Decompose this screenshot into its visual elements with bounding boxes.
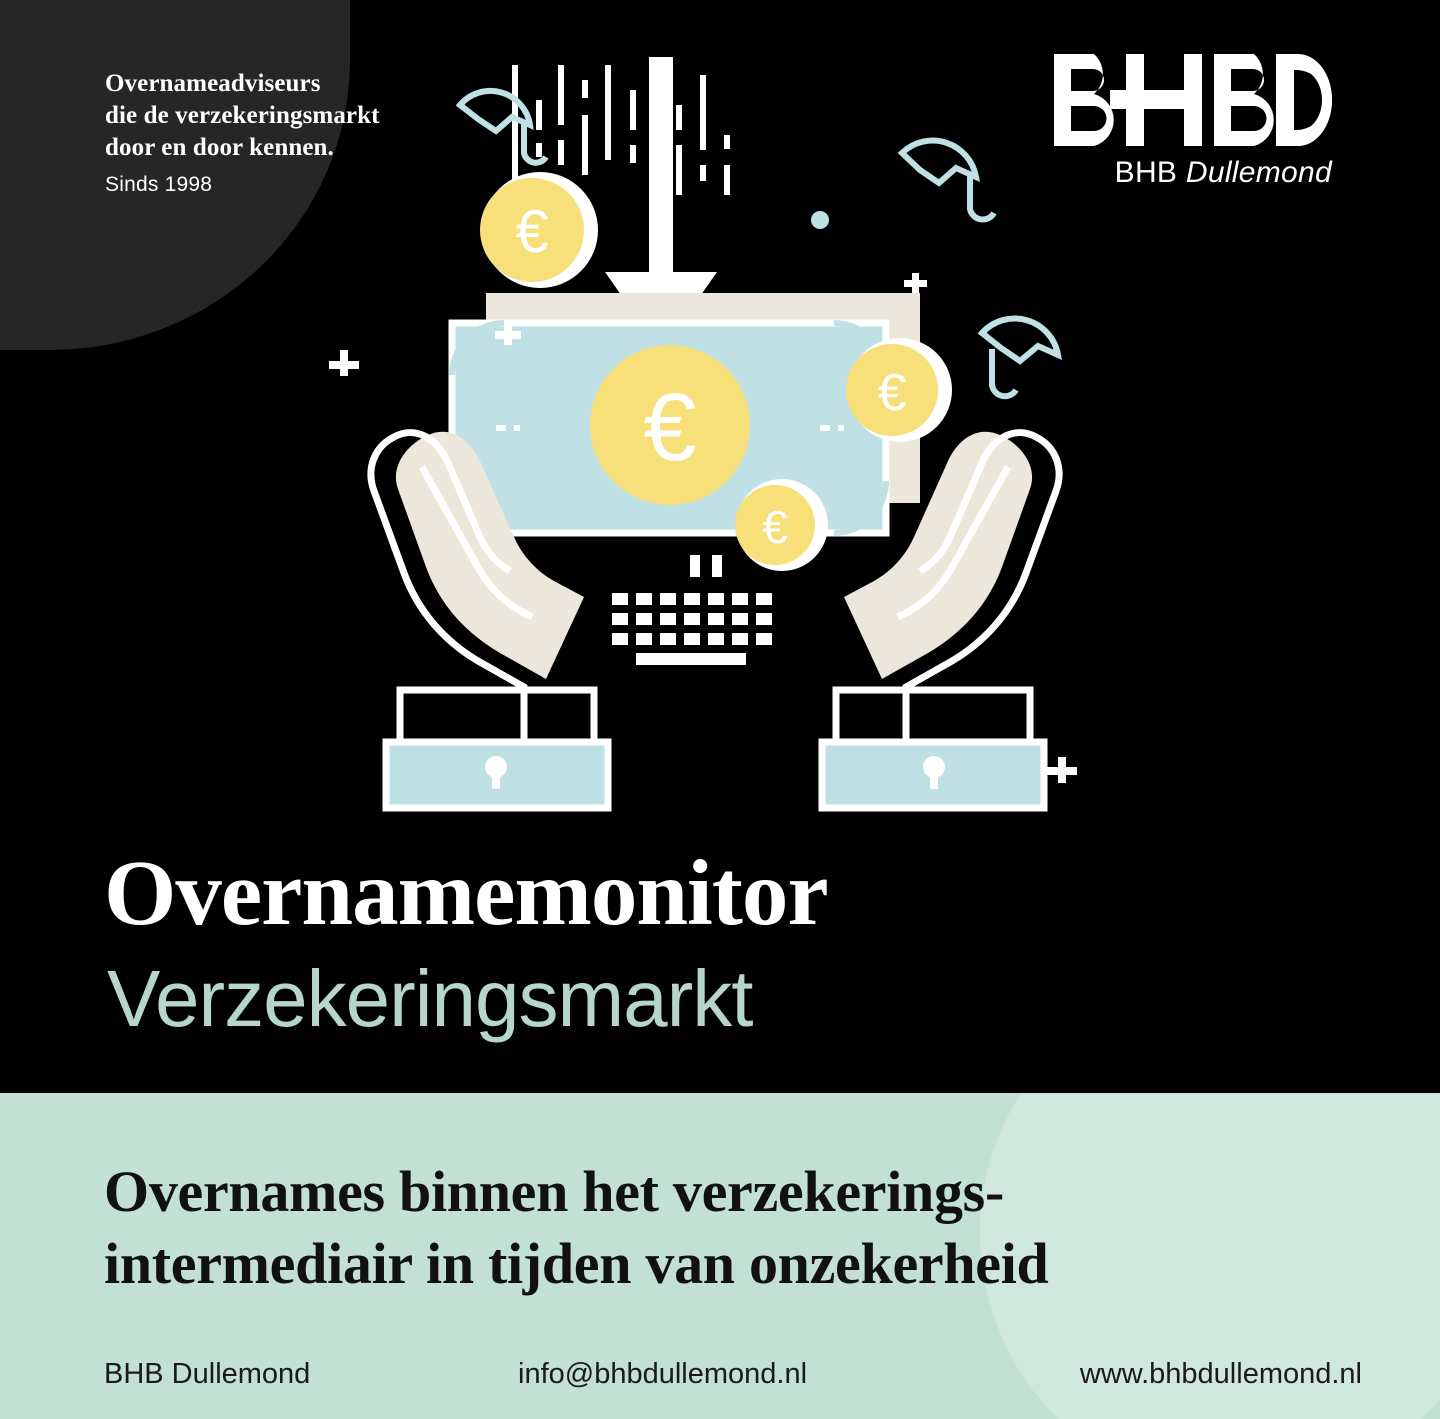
- umbrella-icon: [460, 91, 546, 163]
- svg-text:€: €: [877, 364, 907, 422]
- panel-headline-line-2: intermediair in tijden van onzekerheid: [104, 1231, 1049, 1296]
- tagline-line-2: die de verzekeringsmarkt: [105, 102, 380, 129]
- svg-text:€: €: [762, 501, 788, 553]
- panel-headline: [104, 1156, 1304, 1300]
- page-subtitle: Verzekeringsmarkt: [107, 954, 753, 1043]
- svg-text:€: €: [515, 198, 549, 265]
- hero-illustration: [300, 45, 1150, 835]
- footer-website[interactable]: www.bhbdullemond.nl: [1079, 1358, 1362, 1390]
- footer-email[interactable]: info@bhbdullemond.nl: [518, 1358, 808, 1390]
- tagline-line-3: door en door kennen.: [105, 134, 334, 161]
- hands-catching-money-icon: [300, 45, 1150, 835]
- svg-text:€: €: [643, 374, 697, 481]
- bottom-panel: [0, 1093, 1440, 1419]
- keyboard-icon: [612, 555, 772, 665]
- tagline-line-1: Overnameadviseurs: [105, 70, 321, 97]
- panel-headline-line-1: Overnames binnen het verzekerings-: [104, 1159, 1004, 1224]
- footer-company: BHB Dullemond: [104, 1358, 311, 1390]
- brand-name-bold: BHB: [1114, 156, 1178, 189]
- page-title: Overnamemonitor: [104, 842, 828, 945]
- footer: [0, 1358, 1440, 1418]
- brand-name-italic: Dullemond: [1185, 156, 1332, 189]
- tagline-since: Sinds 1998: [105, 173, 213, 196]
